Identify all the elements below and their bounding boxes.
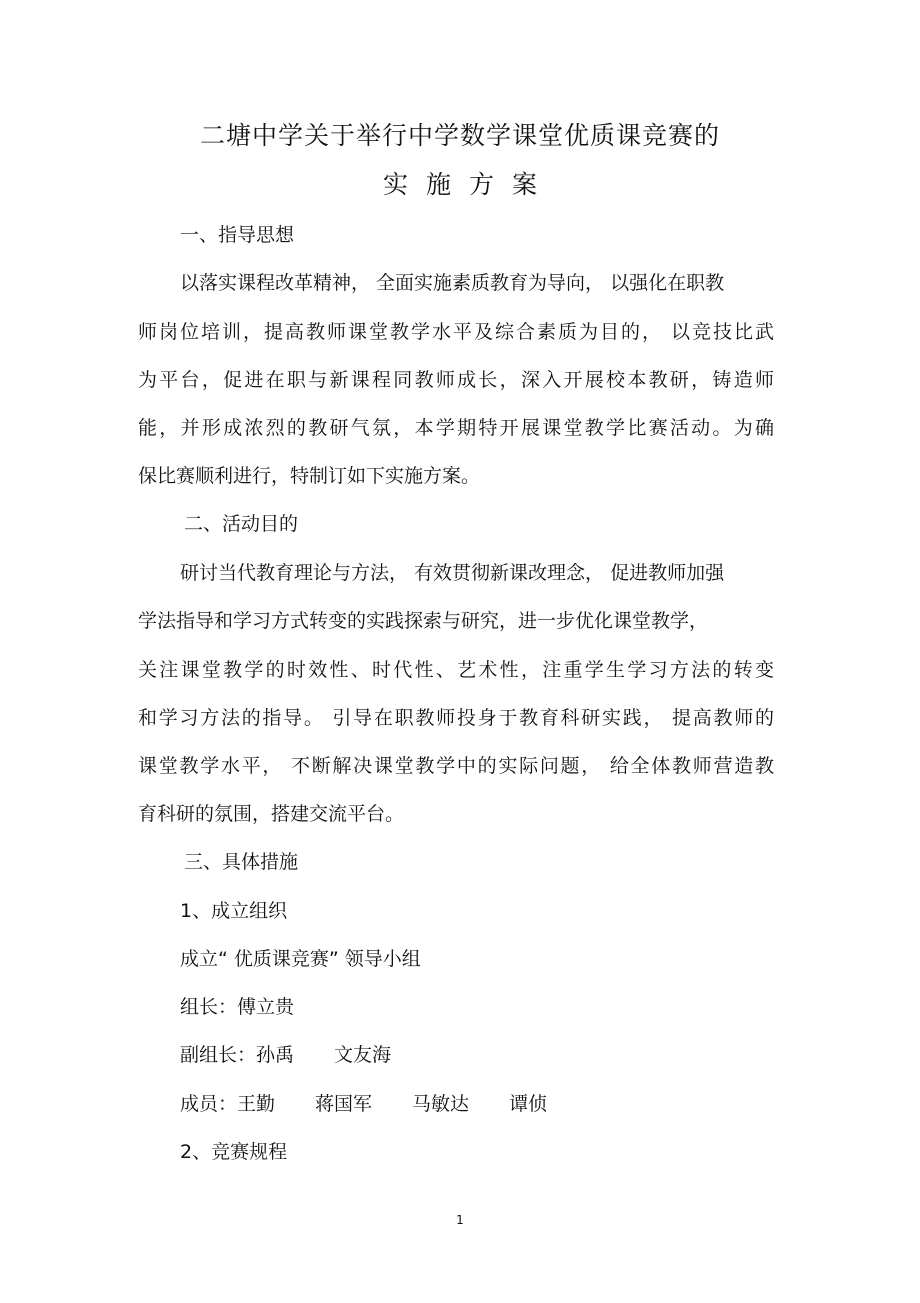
section2-paragraph-line: 研讨当代教育理论与方法， 有效贯彻新课改理念， 促进教师加强 <box>180 562 725 584</box>
section1-paragraph-line: 保比赛顺利进行，特制订如下实施方案。 <box>138 465 481 487</box>
leadership-group-line: 成立“ 优质课竞赛” 领导小组 <box>180 948 421 970</box>
deputy-label: 副组长： <box>180 1044 257 1066</box>
member-name: 王勤 <box>237 1093 276 1115</box>
member-name: 马敏达 <box>412 1093 470 1115</box>
section1-paragraph-line: 以落实课程改革精神， 全面实施素质教育为导向， 以强化在职教 <box>180 272 725 294</box>
section2-heading: 二、活动目的 <box>184 513 299 535</box>
section3-heading: 三、具体措施 <box>184 851 299 873</box>
document-title-line2: 实施方案 <box>382 170 555 199</box>
leader-name: 傅立贵 <box>237 996 295 1018</box>
member-name: 谭侦 <box>509 1093 548 1115</box>
section1-paragraph-line: 能，并形成浓烈的教研气氛，本学期特开展课堂教学比赛活动。为确 <box>138 417 774 439</box>
member-name: 蒋国军 <box>315 1093 373 1115</box>
section2-paragraph-line: 育科研的氛围，搭建交流平台。 <box>138 803 405 825</box>
leader-label: 组长： <box>180 996 238 1018</box>
deputy-name: 文友海 <box>334 1044 392 1066</box>
section2-paragraph-line: 课堂教学水平， 不断解决课堂教学中的实际问题， 给全体教师营造教 <box>138 755 774 777</box>
members-label: 成员： <box>180 1093 238 1115</box>
item1-heading: 1、成立组织 <box>180 900 288 922</box>
section2-paragraph-line: 关注课堂教学的时效性、时代性、艺术性，注重学生学习方法的转变 <box>138 659 774 681</box>
section1-heading: 一、指导思想 <box>180 224 295 246</box>
deputy-leader-line <box>180 1041 391 1069</box>
item2-heading: 2、竞赛规程 <box>180 1141 288 1163</box>
page-number: 1 <box>456 1213 464 1227</box>
section1-paragraph-line: 为平台，促进在职与新课程同教师成长，深入开展校本教研，铸造师 <box>138 369 774 391</box>
section2-paragraph-line: 和学习方法的指导。 引导在职教师投身于教育科研实践， 提高教师的 <box>138 707 774 729</box>
deputy-name: 孙禹 <box>256 1044 295 1066</box>
document-title-line1: 二塘中学关于举行中学数学课堂优质课竞赛的 <box>199 121 720 150</box>
members-line <box>180 1090 547 1118</box>
leader-line <box>180 993 294 1021</box>
section1-paragraph-line: 师岗位培训，提高教师课堂教学水平及综合素质为目的， 以竞技比武 <box>138 321 774 343</box>
section2-paragraph-line: 学法指导和学习方式转变的实践探索与研究，进一步优化课堂教学， <box>138 610 709 632</box>
